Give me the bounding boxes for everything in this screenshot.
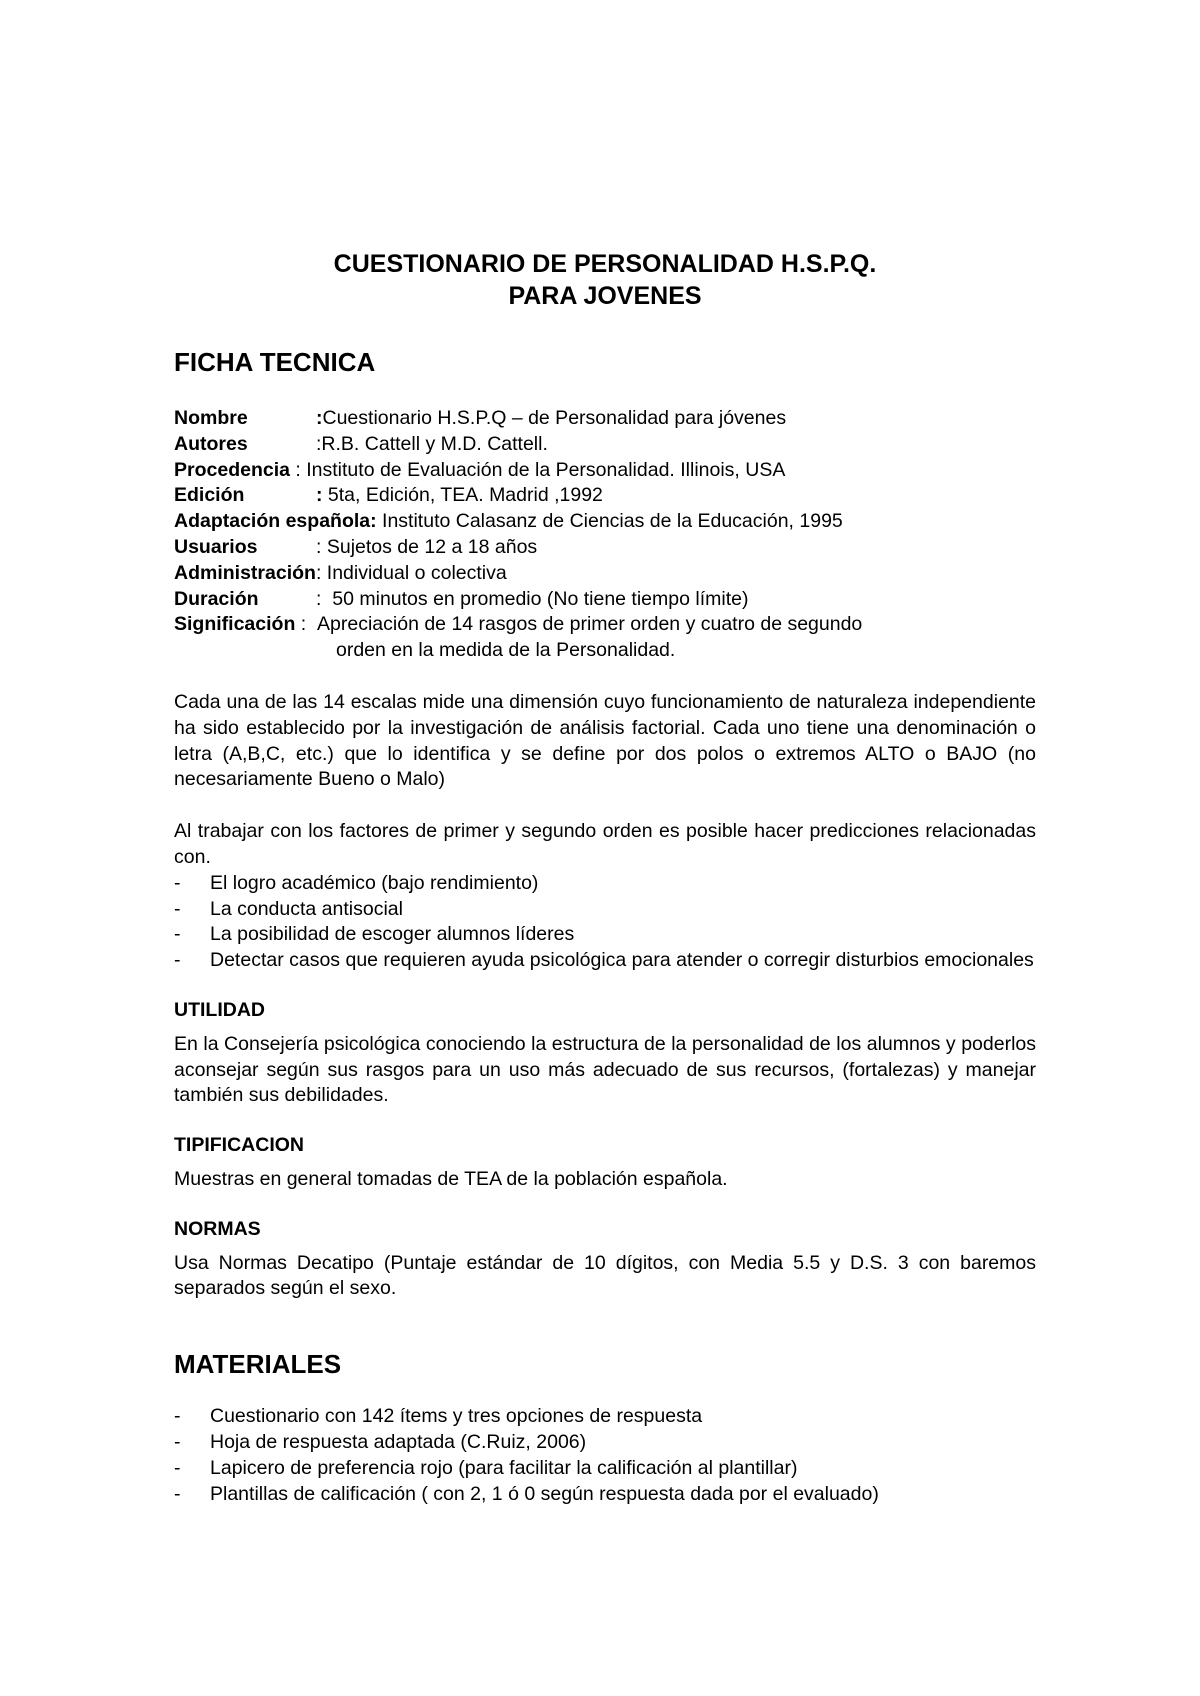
field-significacion [174,612,1036,638]
list-item-text: El logro académico (bajo rendimiento) [210,871,539,894]
list-item-text: Cuestionario con 142 ítems y tres opciones de respuesta [210,1405,703,1428]
utilidad-body: En la Consejería psicológica conociendo la estructura de la personalidad de los alumnos y poderlos aconsejar según sus rasgos para un uso más adecuado de sus recursos, (fortalezas) y manejar también sus debilidades. [174,1032,1036,1107]
list-item [174,1430,1036,1456]
list-item [174,1482,1036,1508]
list-dash: - [174,871,181,894]
list-item [174,948,1036,974]
list-dash: - [174,923,181,946]
materiales-list [174,1404,1036,1507]
field-separator: : [295,613,318,636]
list-dash: - [174,949,181,972]
field-procedencia [174,458,1036,484]
list-item-text: Hoja de respuesta adaptada (C.Ruiz, 2006) [210,1430,587,1453]
utilidad-heading: UTILIDAD [174,998,265,1021]
field-label: Duración [174,587,259,610]
field-duracion [174,587,1036,613]
title-line-2: PARA JOVENES [508,282,702,310]
field-separator: : [316,587,333,610]
field-label: Nombre [174,407,248,429]
field-value: Individual o colectiva [326,561,507,584]
ficha-tecnica-heading: FICHA TECNICA [174,347,376,377]
field-adaptacion [174,509,1036,535]
title-line-1: CUESTIONARIO DE PERSONALIDAD H.S.P.Q. [333,250,877,278]
field-separator: : [316,432,322,455]
field-autores [174,432,1036,458]
paragraph-factores: Al trabajar con los factores de primer y segundo orden es posible hacer predicciones relacionadas con. [174,820,1036,868]
field-value: Sujetos de 12 a 18 años [326,535,538,558]
list-item [174,897,1036,923]
list-item-text: Detectar casos que requieren ayuda psicológica para atender o corregir disturbios emocionales [210,949,1034,972]
field-value: 50 minutos en promedio (No tiene tiempo límite) [332,587,749,610]
field-separator: : [289,458,307,481]
normas-body: Usa Normas Decatipo (Puntaje estándar de 10 dígitos, con Media 5.5 y D.S. 3 con baremos separados según el sexo. [174,1251,1036,1300]
field-separator: : [316,407,323,429]
list-item-text: Plantillas de calificación ( con 2, 1 ó 0 según respuesta dada por el evaluado) [210,1482,879,1505]
tipificacion-heading: TIPIFICACION [174,1134,304,1157]
field-label: Significación [174,613,296,636]
materiales-heading: MATERIALES [174,1349,342,1380]
list-dash: - [174,1456,181,1479]
field-value: Instituto Calasanz de Ciencias de la Educación, 1995 [382,510,843,533]
field-value: Cuestionario H.S.P.Q – de Personalidad para jóvenes [322,407,787,429]
field-edicion [174,483,1036,509]
field-value: R.B. Cattell y M.D. Cattell. [321,432,548,455]
paragraph-escalas: Cada una de las 14 escalas mide una dimensión cuyo funcionamiento de naturaleza independiente ha sido establecido por la investigación de análisis factorial. Cada uno tiene una denominación o letra (A,B,C, etc.) que lo identifica y se define por dos polos o extremos ALTO o BAJO (no necesariamente Bueno o Malo) [174,690,1036,791]
field-separator: : [315,561,327,584]
field-usuarios [174,535,1036,561]
list-item [174,871,1036,897]
field-separator: : [316,535,327,558]
list-item-text: Lapicero de preferencia rojo (para facilitar la calificación al plantillar) [210,1456,798,1479]
document-page [174,248,1036,1507]
list-dash: - [174,1430,181,1453]
list-dash: - [174,897,181,920]
list-dash: - [174,1405,181,1428]
list-item-text: La conducta antisocial [210,897,403,920]
list-item [174,1456,1036,1482]
field-value: Apreciación de 14 rasgos de primer orden y cuatro de segundo [317,613,863,636]
list-item [174,1404,1036,1430]
document-title [174,248,1036,312]
predicciones-list [174,871,1036,974]
field-label: Usuarios [174,535,258,558]
normas-heading: NORMAS [174,1217,261,1240]
field-value: Instituto de Evaluación de la Personalidad. Illinois, USA [306,458,786,481]
field-label: Adaptación española: [174,510,377,533]
field-label: Procedencia [174,458,290,481]
field-separator: : [316,484,328,507]
field-nombre [174,406,1036,432]
field-significacion-continuation: orden en la medida de la Personalidad. [336,639,676,662]
list-item-text: La posibilidad de escoger alumnos líderes [210,923,575,946]
list-dash: - [174,1482,181,1505]
tipificacion-body: Muestras en general tomadas de TEA de la población española. [174,1167,728,1190]
field-label: Administración [174,561,316,584]
field-label: Edición [174,484,245,507]
ficha-fields [174,406,1036,664]
list-item [174,922,1036,948]
field-administracion [174,561,1036,587]
field-value: 5ta, Edición, TEA. Madrid ,1992 [327,484,603,507]
field-label: Autores [174,432,248,455]
